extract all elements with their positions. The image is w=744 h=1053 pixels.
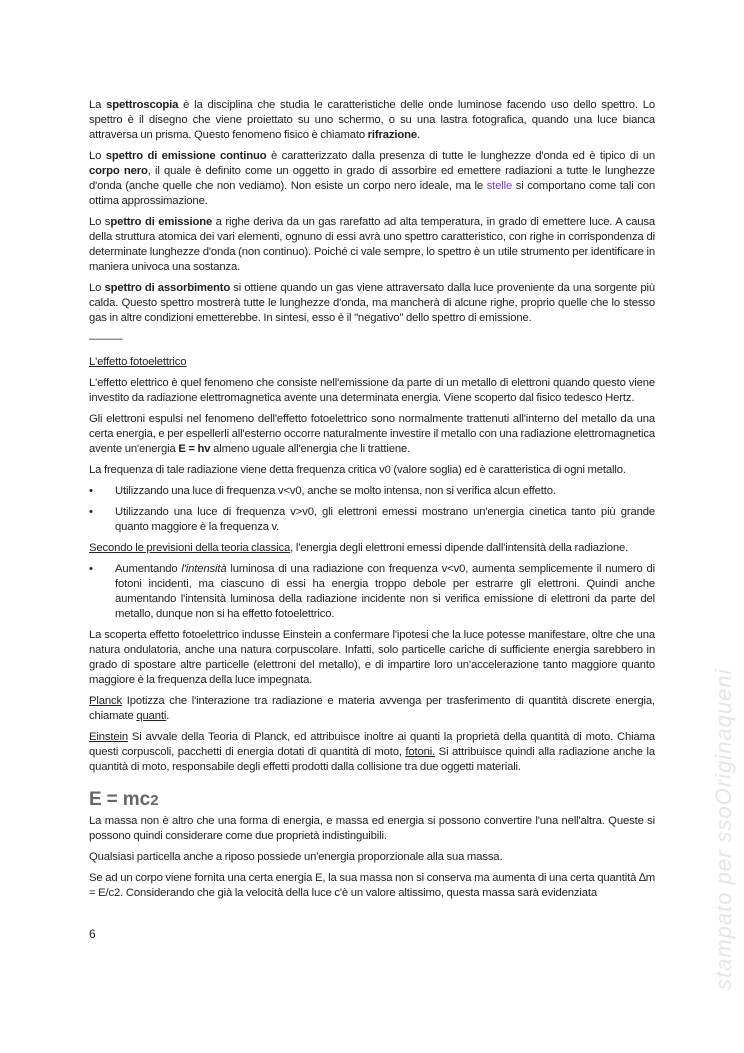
paragraph-einstein-scoperta: La scoperta effetto fotoelettrico indusse Einstein a confermare l'ipotesi che la luce potesse manifestare, oltre che una natura ondulatoria, anche una natura corpuscolare. Infatti, solo particelle cariche di sufficiente energia sarebbero in grado di spostare altre particelle (elettroni del metallo), e di impartire loro un'accelerazione tanto maggiore quanto maggiore è la frequenza della luce impegnata. — [89, 629, 655, 686]
watermark: stampato per ssoOriginaqueni — [711, 668, 736, 990]
paragraph-assorbimento: Lo spettro di assorbimento si ottiene quando un gas viene attraversato dalla luce proveniente da una sorgente più calda. Questo spettro mostrerà tutte le lunghezze d'onda, ma mancherà di alcune righe, proprio quelle che lo stesso gas in altre condizioni emetterebbe. In sintesi, esso è il "negativo" dello spettro di emissione. — [89, 282, 655, 324]
heading-emc2: E = mc2 — [89, 789, 159, 810]
list-item-text: Utilizzando una luce di frequenza v<v0, anche se molto intensa, non si verifica alcun effetto. — [115, 485, 556, 497]
list-item-text: Utilizzando una luce di frequenza v>v0, gli elettroni emessi mostrano un'energia cinetica tanto più grande quanto maggiore è la frequenza v. — [115, 506, 655, 533]
paragraph-elettroni: Gli elettroni espulsi nel fenomeno dell'effetto fotoelettrico sono normalmente trattenuti all'interno del metallo da una certa energia, e per espellerli all'esterno occorre naturalmente investire il metallo con una radiazione elettromagnetica avente un'energia E = hv almeno uguale all'energia che li trattiene. — [89, 413, 655, 455]
document-body — [89, 0, 655, 961]
paragraph-spettroscopia: La spettroscopia è la disciplina che studia le caratteristiche delle onde luminose facendo uso dello spettro. Lo spettro è il disegno che viene proiettato su uno schermo, o su una lastra fotografica, quando una luce bianca attraversa un prisma. Questo fenomeno fisico è chiamato rifrazione. — [89, 99, 655, 141]
separator: ——— — [89, 333, 123, 345]
paragraph-corpo: Se ad un corpo viene fornita una certa energia E, la sua massa non si conserva ma aumenta di una certa quantità ∆m = E/c2. Considerando che già la velocità della luce c'è un valore altissimo, questa massa sarà evidenziata — [89, 872, 655, 899]
paragraph-effetto: L'effetto elettrico è quel fenomeno che consiste nell'emissione da parte di un metallo di elettroni quando questo viene investito da radiazione elettromagnetica avente una determinata energia. Viene scoperto dal fisico tedesco Hertz. — [89, 377, 655, 404]
stelle-link[interactable]: stelle — [486, 180, 513, 192]
paragraph-particella: Qualsiasi particella anche a riposo possiede un'energia proporzionale alla sua massa. — [89, 851, 503, 863]
paragraph-emissione-continuo: Lo spettro di emissione continuo è caratterizzato dalla presenza di tutte le lunghezze d'onda ed è tipico di un corpo nero, il quale è definito come un oggetto in grado di assorbire ed emettere radiazioni a tutte le lunghezze d'onda (anche quelle che non vediamo). Non esiste un corpo nero ideale, ma le stelle si comportano come tali con ottima approssimazione. — [89, 150, 656, 207]
page-number: 6 — [89, 927, 96, 941]
bullet-icon: • — [89, 506, 93, 518]
list-item-text: Aumentando l'intensità luminosa di una radiazione con frequenza v<v0, aumenta semplicemente il numero di fotoni incidenti, ma ciascuno di essi ha energia troppo debole per estrarre gli elettroni. Quindi anche aumentando l'intensità luminosa della radiazione incidente non si verifica emissione di elettroni da parte del metallo, dunque non si ha effetto fotoelettrico. — [115, 563, 655, 620]
paragraph-teoria-classica: Secondo le previsioni della teoria classica, l'energia degli elettroni emessi dipende dall'intensità della radiazione. — [89, 542, 629, 554]
list-item — [89, 505, 655, 535]
list-item — [89, 562, 655, 622]
bullet-icon: • — [89, 485, 93, 497]
section-title: L'effetto fotoelettrico — [89, 356, 187, 368]
paragraph-planck: Planck Ipotizza che l'interazione tra radiazione e materia avvenga per trasferimento di quantità discrete energia, chiamate quanti. — [89, 695, 655, 722]
paragraph-frequenza: La frequenza di tale radiazione viene detta frequenza critica v0 (valore soglia) ed è caratteristica di ogni metallo. — [89, 464, 626, 476]
paragraph-massa: La massa non è altro che una forma di energia, e massa ed energia si possono convertire l'una nell'altra. Queste si possono quindi considerare come due proprietà indistinguibili. — [89, 815, 655, 842]
paragraph-einstein: Einstein Si avvale della Teoria di Planck, ed attribuisce inoltre ai quanti la proprietà della quantità di moto. Chiama questi corpuscoli, pacchetti di energia dotati di quantità di moto, fotoni. Si attribuisce quindi alla radiazione anche la quantità di moto, responsabile degli effetti prodotti dalla collisione tra due oggetti materiali. — [89, 731, 655, 773]
bullet-icon: • — [89, 563, 93, 575]
paragraph-emissione-righe: Lo spettro di emissione a righe deriva da un gas rarefatto ad alta temperatura, in grado di emettere luce. A causa della struttura atomica dei vari elementi, ognuno di essi avrà uno spettro caratteristico, con righe in corrispondenza di determinate lunghezze d'onda (non continuo). Poiché ci vale sempre, lo spettro è un utile strumento per identificare in maniera univoca una sostanza. — [89, 216, 655, 273]
list-item — [89, 484, 655, 499]
